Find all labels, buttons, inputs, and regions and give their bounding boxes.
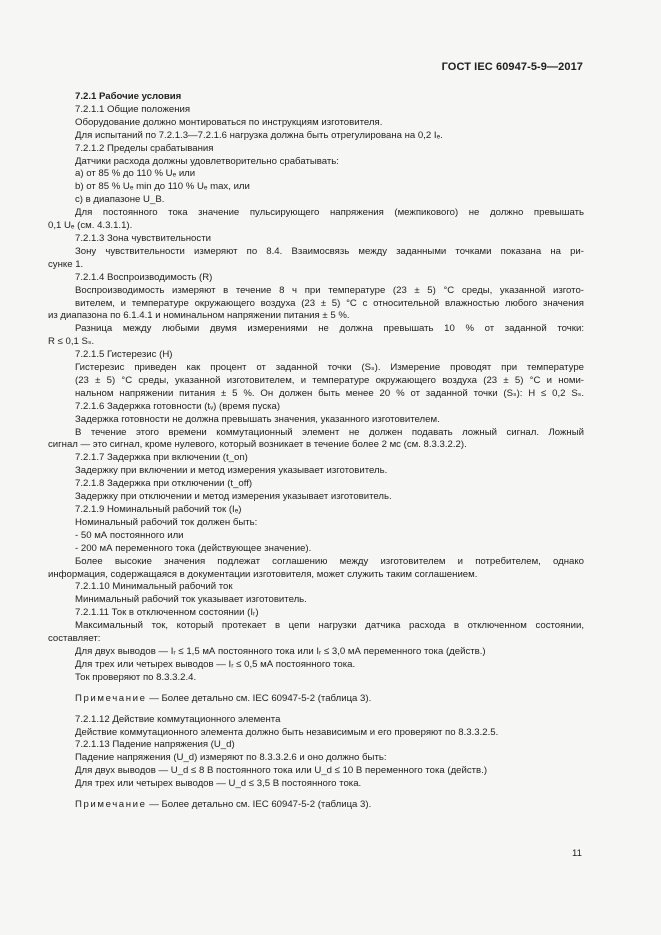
page-number: 11 [572, 848, 582, 859]
text-line: Задержку при включении и метод измерения указывает изготовитель. [75, 465, 388, 477]
text-line: - 200 мА переменного тока (действующее значение). [75, 542, 312, 554]
text-line: сигнал — это сигнал, кроме нулевого, который возникает в течение более 2 мс (см. 8.3.3.2.2). [48, 439, 467, 451]
text-line: c) в диапазоне U_B. [75, 194, 165, 206]
text-line: R ≤ 0,1 Sₛ. [48, 336, 95, 348]
text-line: 7.2.1.2 Пределы срабатывания [75, 142, 214, 154]
text-line: 7.2.1.4 Воспроизводимость (R) [75, 271, 213, 283]
text-line: 7.2.1.8 Задержка при отключении (t_off) [75, 478, 253, 490]
text-line: Для испытаний по 7.2.1.3—7.2.1.6 нагрузка должна быть отрегулирована на 0,2 Iₑ. [75, 129, 443, 141]
text-line: Максимальный ток, который протекает в цепи нагрузки датчика расхода в отключенном состоянии, [75, 620, 584, 632]
text-line: Гистерезис приведен как процент от заданной точки (Sₛ). Измерение проводят при температуре [75, 362, 584, 374]
text-line: 7.2.1.7 Задержка при включении (t_on) [75, 452, 248, 464]
text-line: составляет: [48, 633, 101, 645]
body-text [48, 91, 584, 812]
text-line: b) от 85 % Uₑ min до 110 % Uₑ max, или [75, 181, 250, 193]
note-label: Примечание [75, 799, 147, 811]
text-line: 7.2.1.10 Минимальный рабочий ток [75, 581, 233, 593]
text-line: Для постоянного тока значение пульсирующего напряжения (межпикового) не должно превышать [75, 207, 584, 219]
text-line: Более высокие значения подлежат соглашению между изготовителем и потребителем, однако [75, 555, 584, 567]
text-line: 7.2.1.1 Общие положения [75, 103, 191, 115]
text-line: Задержка готовности не должна превышать значения, указанного изготовителем. [75, 413, 440, 425]
text-line: Воспроизводимость измеряют в течение 8 ч при температуре (23 ± 5) °C среды, указанной изгото- [75, 284, 584, 296]
standard-header: ГОСТ IEC 60947-5-9—2017 [441, 61, 583, 73]
text-line: a) от 85 % до 110 % Uₑ или [75, 168, 196, 180]
text-line: Для двух выводов — Iᵣ ≤ 1,5 мА постоянного тока или Iᵣ ≤ 3,0 мА переменного тока (действ.) [75, 645, 486, 657]
text-line: Датчики расхода должны удовлетворительно срабатывать: [75, 155, 339, 167]
spacer [48, 791, 584, 799]
text-line: Для трех или четырех выводов — Iᵣ ≤ 0,5 мА постоянного тока. [75, 658, 356, 670]
spacer [48, 685, 584, 693]
text-line: 7.2.1.3 Зона чувствительности [75, 232, 211, 244]
text-line: Примечание — Более детально см. IEC 60947-5-2 (таблица 3). [75, 799, 372, 811]
text-line: Для трех или четырех выводов — U_d ≤ 3,5 В постоянного тока. [75, 778, 362, 790]
text-line: 7.2.1.13 Падение напряжения (U_d) [75, 739, 235, 751]
text-line: Ток проверяют по 8.3.3.2.4. [75, 671, 197, 683]
text-line: 7.2.1 Рабочие условия [75, 91, 182, 102]
spacer [48, 706, 584, 714]
text-line: Номинальный рабочий ток должен быть: [75, 516, 258, 528]
text-line: информация, содержащаяся в документации изготовителя, может служить таким соглашением. [48, 568, 478, 580]
text-line: Для двух выводов — U_d ≤ 8 В постоянного тока или U_d ≤ 10 В переменного тока (действ.) [75, 765, 488, 777]
note-label: Примечание [75, 692, 147, 704]
text-line: Оборудование должно монтироваться по инструкциям изготовителя. [75, 116, 383, 128]
text-line: 7.2.1.9 Номинальный рабочий ток (Iₑ) [75, 504, 242, 515]
text-line: 7.2.1.11 Ток в отключенном состоянии (Iᵣ) [75, 607, 259, 619]
text-line: Зону чувствительности измеряют по 8.4. Взаимосвязь между заданными точками показана на ри- [75, 245, 584, 257]
text-line: нальном напряжении питания ± 5 %. Он должен быть менее 20 % от заданной точки (Sₛ): H ≤ 0,2 Sₛ. [75, 387, 584, 399]
text-line: Задержку при отключении и метод измерения указывает изготовитель. [75, 491, 392, 503]
text-line: 0,1 Uₑ (см. 4.3.1.1). [48, 220, 133, 232]
text-line: Действие коммутационного элемента должно быть независимым и его проверяют по 8.3.3.2.5. [75, 726, 499, 738]
text-line: Минимальный рабочий ток указывает изготовитель. [75, 594, 307, 606]
text-line: сунке 1. [48, 258, 84, 270]
text-line: 7.2.1.5 Гистерезис (H) [75, 349, 173, 361]
text-line: 7.2.1.6 Задержка готовности (tᵥ) (время пуска) [75, 400, 281, 412]
text-line: Падение напряжения (U_d) измеряют по 8.3.3.2.6 и оно должно быть: [75, 752, 387, 764]
text-line: В течение этого времени коммутационный элемент не должен подавать ложный сигнал. Ложный [75, 426, 584, 438]
text-line: из диапазона по 6.1.4.1 и номинальном напряжении питания ± 5 %. [48, 310, 350, 322]
text-line: (23 ± 5) °C среды, указанной изготовителем, и температуре окружающего воздуха (23 ± 5) °C и номи- [75, 374, 584, 386]
text-line: вителем, и температуре окружающего воздуха (23 ± 5) °C с относительной влажностью любого значения [75, 297, 584, 309]
text-line: - 50 мА постоянного или [75, 529, 184, 541]
text-line: Примечание — Более детально см. IEC 60947-5-2 (таблица 3). [75, 692, 372, 704]
text-line: 7.2.1.12 Действие коммутационного элемента [75, 713, 281, 725]
text-line: Разница между любыми двумя измерениями не должна превышать 10 % от заданной точки: [75, 323, 584, 335]
